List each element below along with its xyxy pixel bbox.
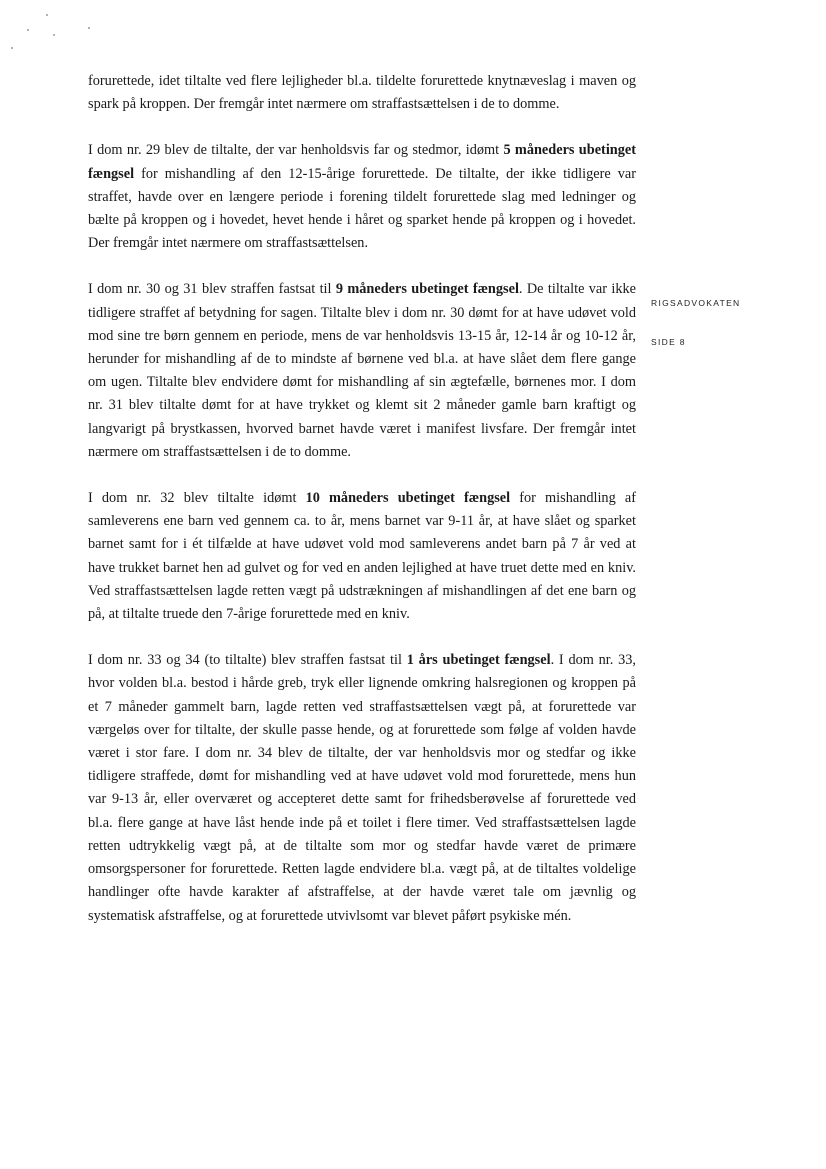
paragraph [88, 649, 636, 927]
paragraph [88, 278, 636, 464]
paragraph-text: . I dom nr. 33, hvor volden bl.a. bestod i hårde greb, tryk eller lignende omkring halsregionen og kroppen på et 7 måneder gammelt barn, lagde retten ved straffastsættelsen vægt på, at forurettede var værgeløs over for tiltalte, der skulle passe hende, og at forurettede som følge af volden havde været i stor fare. I dom nr. 34 blev de tiltalte, der var henholdsvis mor og stedfar og ikke tidligere straffede, dømt for mishandling ved at have udøvet vold mod forurettede, mens hun var 9-13 år, eller overværet og accepteret dette samt for frihedsberøvelse af forurettede ved bl.a. flere gange at have låst hende inde på et toilet i flere timer. Ved straffastsættelsen lagde retten udtrykkelig vægt på, at de tiltalte som mor og stedfar havde været de primære omsorgspersoner for forurettede. Retten lagde endvidere bl.a. vægt på, at de tiltaltes voldelige handlinger ofte havde karakter af afstraffelse, at der havde været tale om jævnlig og systematisk afstraffelse, og at forurettede utvivlsomt var blevet påført psykiske mén. [88, 652, 637, 924]
sentence-emphasis: 1 års ubetinget fængsel [406, 652, 551, 669]
scan-speck [53, 34, 55, 36]
paragraph [88, 487, 636, 626]
sentence-emphasis: 5 måneders ubetinget fængsel [88, 142, 636, 182]
paragraph-text: . De tiltalte var ikke tidligere straffet af betydning for sagen. Tiltalte blev i dom nr. 30 dømt for at have udøvet vold mod sine tre børn gennem en periode, mens de var henholdsvis 13-15 år, 12-14 år og 10-12 år, herunder for mishandling af de to mindste af børnene ved bl.a. at have slået dem flere gange om ugen. Tiltalte blev endvidere dømt for mishandling af sin ægtefælle, børnenes mor. I dom nr. 31 blev tiltalte dømt for at have trykket og klemt sit 2 måneder gamle barn kraftigt og langvarigt på brystkassen, hvorved barnet havde været i manifest livsfare. Der fremgår intet nærmere om straffastsættelsen i de to domme. [88, 281, 637, 460]
paragraph [88, 139, 636, 255]
paragraph-text: I dom nr. 32 blev tiltalte idømt [88, 490, 306, 507]
paragraph-text: for mishandling af samleverens ene barn ved gennem ca. to år, mens barnet var 9-11 år, at have slået og sparket barnet samt for i ét tilfælde at have udøvet vold mod samleverens andet barn på 7 år ved at have trukket barnet hen ad gulvet og for ved en anden lejlighed at have truet dette med en kniv. Ved straffastsættelsen lagde retten vægt på udstrækningen af mishandlingen af det ene barn og på, at tiltalte truede den 7-årige forurettede med en kniv. [88, 490, 636, 623]
paragraph-text: I dom nr. 33 og 34 (to tiltalte) blev straffen fastsat til [88, 652, 407, 669]
document-body [88, 70, 636, 951]
scan-speck [88, 27, 90, 29]
paragraph [88, 70, 636, 116]
sentence-emphasis: 10 måneders ubetinget fængsel [305, 490, 511, 507]
paragraph-text: I dom nr. 29 blev de tiltalte, der var henholdsvis far og stedmor, idømt [88, 142, 504, 159]
scan-speck [46, 14, 48, 16]
sentence-emphasis: 9 måneders ubetinget fængsel [335, 281, 519, 298]
paragraph-text: forurettede, idet tiltalte ved flere lejligheder bl.a. tildelte forurettede knytnæveslag i maven og spark på kroppen. Der fremgår intet nærmere om straffastsættelsen i de to domme. [88, 73, 636, 113]
scan-speck [11, 47, 13, 49]
organization-header: RIGSADVOKATEN [651, 298, 741, 308]
paragraph-text: I dom nr. 30 og 31 blev straffen fastsat til [88, 281, 336, 298]
scan-speck [27, 29, 29, 31]
paragraph-text: for mishandling af den 12-15-årige forurettede. De tiltalte, der ikke tidligere var straffet, havde over en længere periode i forening tildelt forurettede slag med ledninger og bælte på kroppen og i hovedet, hevet hende i håret og sparket hende på kroppen og i hovedet. Der fremgår intet nærmere om straffastsættelsen. [88, 165, 636, 252]
page-number: SIDE 8 [651, 337, 686, 347]
